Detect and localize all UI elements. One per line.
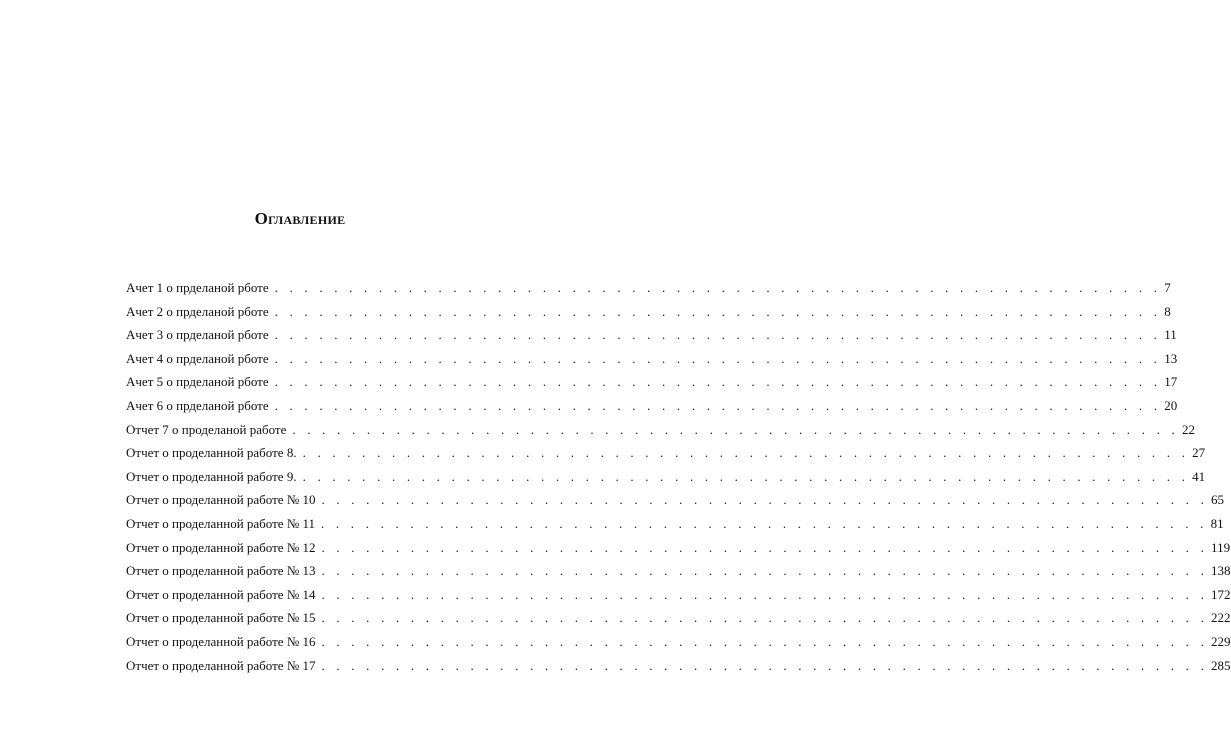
- toc-entry-label: Отчет о проделанной работе № 11: [126, 515, 315, 531]
- toc-entry-label: Отчет о проделанной работе № 16: [126, 633, 316, 649]
- toc-entry-page-number: 172: [1211, 586, 1231, 602]
- toc-dot-leader: . . . . . . . . . . . . . . . . . . . . . . . . . . . . . . . . . . . . . . . . . . . . . . . . . . . . . . . . . . . .: [274, 280, 1162, 295]
- toc-entry-label: Отчет о проделанной работе № 13: [126, 563, 316, 579]
- toc-entry-page-number: 13: [1164, 350, 1178, 366]
- toc-entry-label: Ачет 4 о прделаной рботе: [126, 350, 269, 366]
- toc-dot-leader: . . . . . . . . . . . . . . . . . . . . . . . . . . . . . . . . . . . . . . . . . . . . . . . . . . . . . . . . . . . .: [321, 633, 1209, 649]
- toc-dot-leader: . . . . . . . . . . . . . . . . . . . . . . . . . . . . . . . . . . . . . . . . . . . . . . . . . . . . . . . . . . . .: [321, 539, 1209, 555]
- toc-entry-page-number: 222: [1211, 610, 1231, 626]
- toc-title: Оглавление: [254, 209, 346, 228]
- toc-entry[interactable]: [126, 347, 1178, 371]
- toc-entry[interactable]: [126, 654, 1231, 678]
- toc-dot-leader: . . . . . . . . . . . . . . . . . . . . . . . . . . . . . . . . . . . . . . . . . . . . . . . . . . . . . . . . . . . .: [274, 397, 1162, 413]
- toc-dot-leader: . . . . . . . . . . . . . . . . . . . . . . . . . . . . . . . . . . . . . . . . . . . . . . . . . . . . . . . . . . . .: [321, 515, 1208, 531]
- toc-entry-label: Отчет о проделанной работе 9.: [126, 468, 297, 484]
- toc-dot-leader: . . . . . . . . . . . . . . . . . . . . . . . . . . . . . . . . . . . . . . . . . . . . . . . . . . . . . . . . . . . .: [274, 350, 1162, 366]
- toc-dot-leader: . . . . . . . . . . . . . . . . . . . . . . . . . . . . . . . . . . . . . . . . . . . . . . . . . . . . . . . . . . . .: [274, 303, 1162, 319]
- toc-entry[interactable]: [126, 583, 1231, 607]
- toc-entry-page-number: 7: [1164, 280, 1171, 295]
- toc-entry-label: Ачет 2 о прделаной рботе: [126, 303, 269, 319]
- toc-entry-page-number: 17: [1164, 374, 1178, 390]
- toc-entry-page-number: 119: [1211, 539, 1231, 555]
- toc-entry-page-number: 20: [1164, 397, 1178, 413]
- toc-dot-leader: . . . . . . . . . . . . . . . . . . . . . . . . . . . . . . . . . . . . . . . . . . . . . . . . . . . . . . . . . . . .: [321, 563, 1209, 579]
- toc-list: [126, 276, 1231, 677]
- toc-entry[interactable]: [126, 536, 1231, 560]
- toc-dot-leader: . . . . . . . . . . . . . . . . . . . . . . . . . . . . . . . . . . . . . . . . . . . . . . . . . . . . . . . . . . . .: [302, 445, 1190, 461]
- toc-dot-leader: . . . . . . . . . . . . . . . . . . . . . . . . . . . . . . . . . . . . . . . . . . . . . . . . . . . . . . . . . . . .: [274, 374, 1162, 390]
- toc-entry[interactable]: [126, 465, 1206, 489]
- toc-entry-label: Ачет 3 о прделаной рботе: [126, 327, 269, 343]
- toc-entry-page-number: 41: [1192, 468, 1206, 484]
- toc-entry-page-number: 27: [1192, 445, 1206, 461]
- toc-dot-leader: . . . . . . . . . . . . . . . . . . . . . . . . . . . . . . . . . . . . . . . . . . . . . . . . . . . . . . . . . . . .: [321, 586, 1209, 602]
- toc-entry-label: Отчет о проделанной работе 8.: [126, 445, 297, 461]
- toc-entry-page-number: 8: [1164, 303, 1171, 319]
- toc-entry[interactable]: [126, 630, 1231, 654]
- toc-entry[interactable]: [126, 300, 1171, 324]
- toc-entry-label: Отчет о проделанной работе № 12: [126, 539, 316, 555]
- toc-dot-leader: . . . . . . . . . . . . . . . . . . . . . . . . . . . . . . . . . . . . . . . . . . . . . . . . . . . . . . . . . . . .: [274, 327, 1162, 343]
- toc-entry-page-number: 81: [1210, 515, 1224, 531]
- toc-entry-label: Отчет 7 о проделаной работе: [126, 421, 287, 437]
- toc-entry[interactable]: [126, 370, 1178, 394]
- toc-entry-page-number: 285: [1211, 657, 1231, 673]
- toc-entry-label: Отчет о проделанной работе № 14: [126, 586, 316, 602]
- toc-dot-leader: . . . . . . . . . . . . . . . . . . . . . . . . . . . . . . . . . . . . . . . . . . . . . . . . . . . . . . . . . . . .: [321, 657, 1209, 673]
- toc-entry[interactable]: [126, 441, 1206, 465]
- toc-entry-label: Отчет о проделанной работе № 15: [126, 610, 316, 626]
- toc-entry-label: Отчет о проделанной работе № 10: [126, 492, 316, 508]
- toc-entry-label: Ачет 1 о прделаной рботе: [126, 280, 269, 295]
- toc-entry[interactable]: [126, 394, 1178, 418]
- toc-dot-leader: . . . . . . . . . . . . . . . . . . . . . . . . . . . . . . . . . . . . . . . . . . . . . . . . . . . . . . . . . . . .: [302, 468, 1190, 484]
- toc-dot-leader: . . . . . . . . . . . . . . . . . . . . . . . . . . . . . . . . . . . . . . . . . . . . . . . . . . . . . . . . . . . .: [321, 492, 1209, 508]
- toc-entry-label: Отчет о проделанной работе № 17: [126, 657, 316, 673]
- toc-entry-page-number: 229: [1211, 633, 1231, 649]
- toc-dot-leader: . . . . . . . . . . . . . . . . . . . . . . . . . . . . . . . . . . . . . . . . . . . . . . . . . . . . . . . . . . . .: [321, 610, 1209, 626]
- toc-entry[interactable]: [126, 488, 1225, 512]
- toc-entry[interactable]: [126, 512, 1224, 536]
- toc-entry[interactable]: [126, 606, 1231, 630]
- toc-entry-page-number: 65: [1211, 492, 1225, 508]
- toc-entry[interactable]: [126, 559, 1231, 583]
- toc-entry-label: Ачет 5 о прделаной рботе: [126, 374, 269, 390]
- toc-entry[interactable]: [126, 418, 1195, 442]
- toc-entry[interactable]: [126, 323, 1177, 347]
- toc-entry-label: Ачет 6 о прделаной рботе: [126, 397, 269, 413]
- toc-entry[interactable]: [126, 276, 1171, 300]
- toc-entry-page-number: 11: [1164, 327, 1177, 343]
- toc-dot-leader: . . . . . . . . . . . . . . . . . . . . . . . . . . . . . . . . . . . . . . . . . . . . . . . . . . . . . . . . . . . .: [292, 421, 1179, 437]
- toc-entry-page-number: 22: [1181, 421, 1195, 437]
- toc-entry-page-number: 138: [1211, 563, 1231, 579]
